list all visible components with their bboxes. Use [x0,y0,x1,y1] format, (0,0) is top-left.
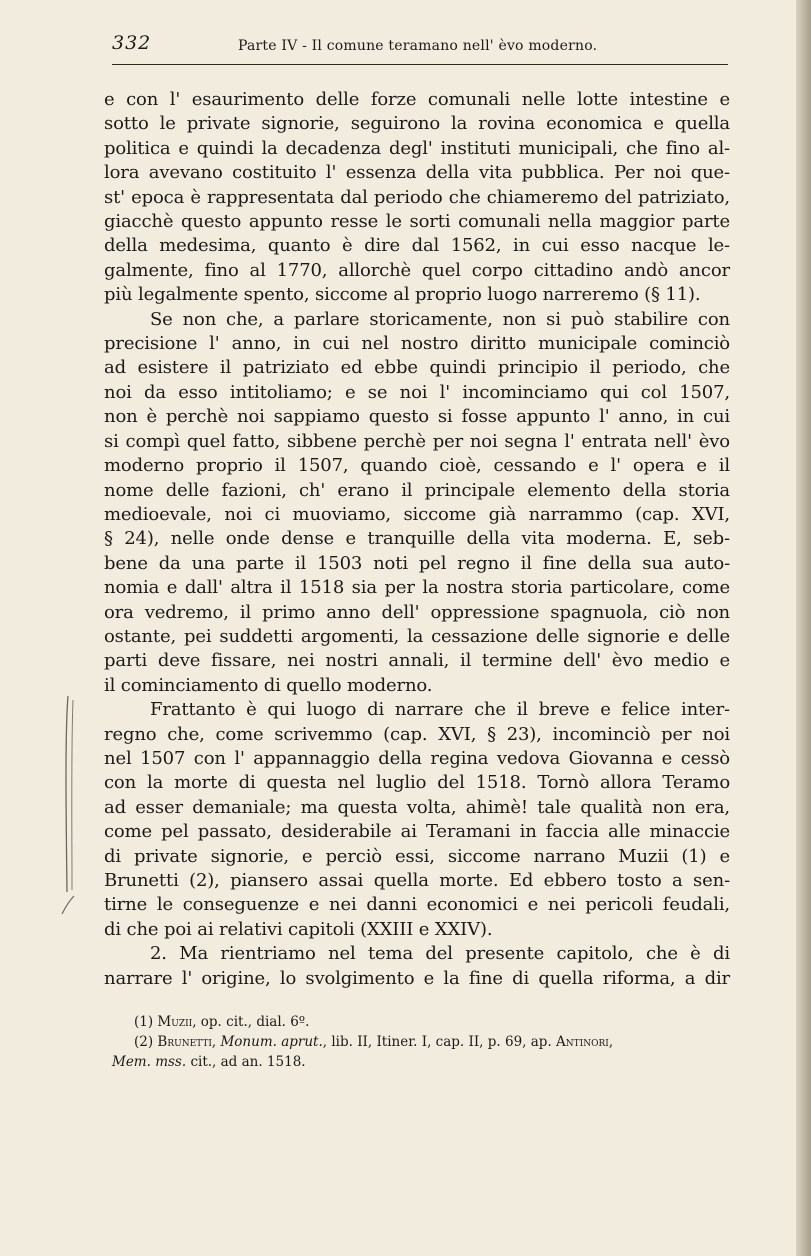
footnote-title: Monum. aprut. [220,1034,323,1050]
text-line: di che poi ai relativi capitoli (XXIII e XXIV). [104,918,493,940]
text-line: Frattanto è qui luogo di narrare che il breve e felice inter- [150,699,730,721]
footnote-marker: (2) [134,1034,154,1050]
header-rule [112,64,728,65]
footnote-text: cit., ad an. 1518. [186,1054,306,1070]
margin-pencil-mark-icon [60,692,82,922]
text-line: giacchè questo appunto resse le sorti comunali nella maggior parte [104,211,730,233]
text-line: ad esser demaniale; ma questa volta, ahimè! tale qualità non era, [104,796,730,818]
text-line: noi da esso intitoliamo; e se noi l' incominciamo qui col 1507, [104,381,730,403]
text-line: tirne le conseguenze e nei danni economici e nei pericoli feudali, [104,894,730,916]
text-line: nomia e dall' altra il 1518 sia per la nostra storia particolare, come [104,577,730,599]
text-line: galmente, fino al 1770, allorchè quel corpo cittadino andò ancor [104,259,730,281]
footnote-marker: (1) [134,1014,154,1030]
text-line: il cominciamento di quello moderno. [104,674,433,696]
footnote-text: , lib. II, Itiner. I, cap. II, p. 69, ap. [322,1034,552,1050]
text-line: di private signorie, e perciò essi, siccome narrano Muzii (1) e [104,845,730,867]
footnote-2: (2) Brunetti, Monum. aprut., lib. II, Itiner. I, cap. II, p. 69, ap. Antinori, [134,1034,614,1050]
text-line: narrare l' origine, lo svolgimento e la fine di quella riforma, a dir [104,967,730,989]
text-line: moderno proprio il 1507, quando cioè, cessando e l' opera e il [104,455,730,477]
text-line: più legalmente spento, siccome al proprio luogo narreremo (§ 11). [104,284,701,306]
page-edge [796,0,811,1256]
running-head: Parte IV - Il comune teramano nell' èvo moderno. [238,38,598,54]
text-line: precisione l' anno, in cui nel nostro diritto municipale cominciò [104,333,730,355]
text-line: nome delle fazioni, ch' erano il principale elemento della storia [104,479,730,501]
text-line: ostante, pei suddetti argomenti, la cessazione delle signorie e delle [104,625,730,647]
text-line: medioevale, noi ci muoviamo, siccome già narrammo (cap. XVI, [104,503,730,525]
page-header [112,32,728,62]
text-line: Brunetti (2), piansero assai quella morte. Ed ebbero tosto a sen- [104,870,730,891]
footnotes [112,1012,724,1072]
text-line: lora avevano costituito l' essenza della vita pubblica. Per noi que- [104,162,730,184]
text-line: politica e quindi la decadenza degl' instituti municipali, che fino al- [104,137,730,159]
page-number: 332 [112,32,152,54]
text-line: e con l' esaurimento delle forze comunali nelle lotte intestine e [104,89,730,110]
text-line: ad esistere il patriziato ed ebbe quindi principio il periodo, che [104,357,730,379]
text-line: non è perchè noi sappiamo questo si fosse appunto l' anno, in cui [104,406,730,428]
footnote-text: , op. cit., dial. 6º. [192,1014,310,1030]
text-line: si compì quel fatto, sibbene perchè per noi segna l' entrata nell' èvo [104,430,730,452]
footnote-2-continued [112,1052,724,1072]
footnote-author: Antinori [556,1034,609,1050]
main-text [104,88,730,991]
text-line: st' epoca è rappresentata dal periodo che chiameremo del patriziato, [104,186,730,208]
text-line: § 24), nelle onde dense e tranquille della vita moderna. E, seb- [104,528,730,550]
text-line: bene da una parte il 1503 noti pel regno il fine della sua auto- [104,552,730,574]
footnote-1 [112,1012,724,1032]
footnote-title: Mem. mss. [112,1054,187,1070]
text-line: con la morte di questa nel luglio del 1518. Tornò allora Teramo [104,772,730,794]
text-line: regno che, come scrivemmo (cap. XVI, § 23), incominciò per noi [104,723,730,745]
text-line: parti deve fissare, nei nostri annali, il termine dell' èvo medio e [104,650,730,672]
footnote-author: Muzii [157,1014,193,1030]
footnote-author: Brunetti [157,1034,212,1050]
text-line: 2. Ma rientriamo nel tema del presente capitolo, che è di [150,943,730,965]
text-line: Se non che, a parlare storicamente, non si può stabilire con [150,308,730,330]
text-line: sotto le private signorie, seguirono la rovina economica e quella [104,113,730,135]
text-line: ora vedremo, il primo anno dell' oppressione spagnuola, ciò non [104,601,730,623]
text-line: della medesima, quanto è dire dal 1562, in cui esso nacque le- [104,235,730,257]
text-line: nel 1507 con l' appannaggio della regina vedova Giovanna e cessò [104,747,730,769]
text-line: come pel passato, desiderabile ai Teramani in faccia alle minaccie [104,821,730,843]
